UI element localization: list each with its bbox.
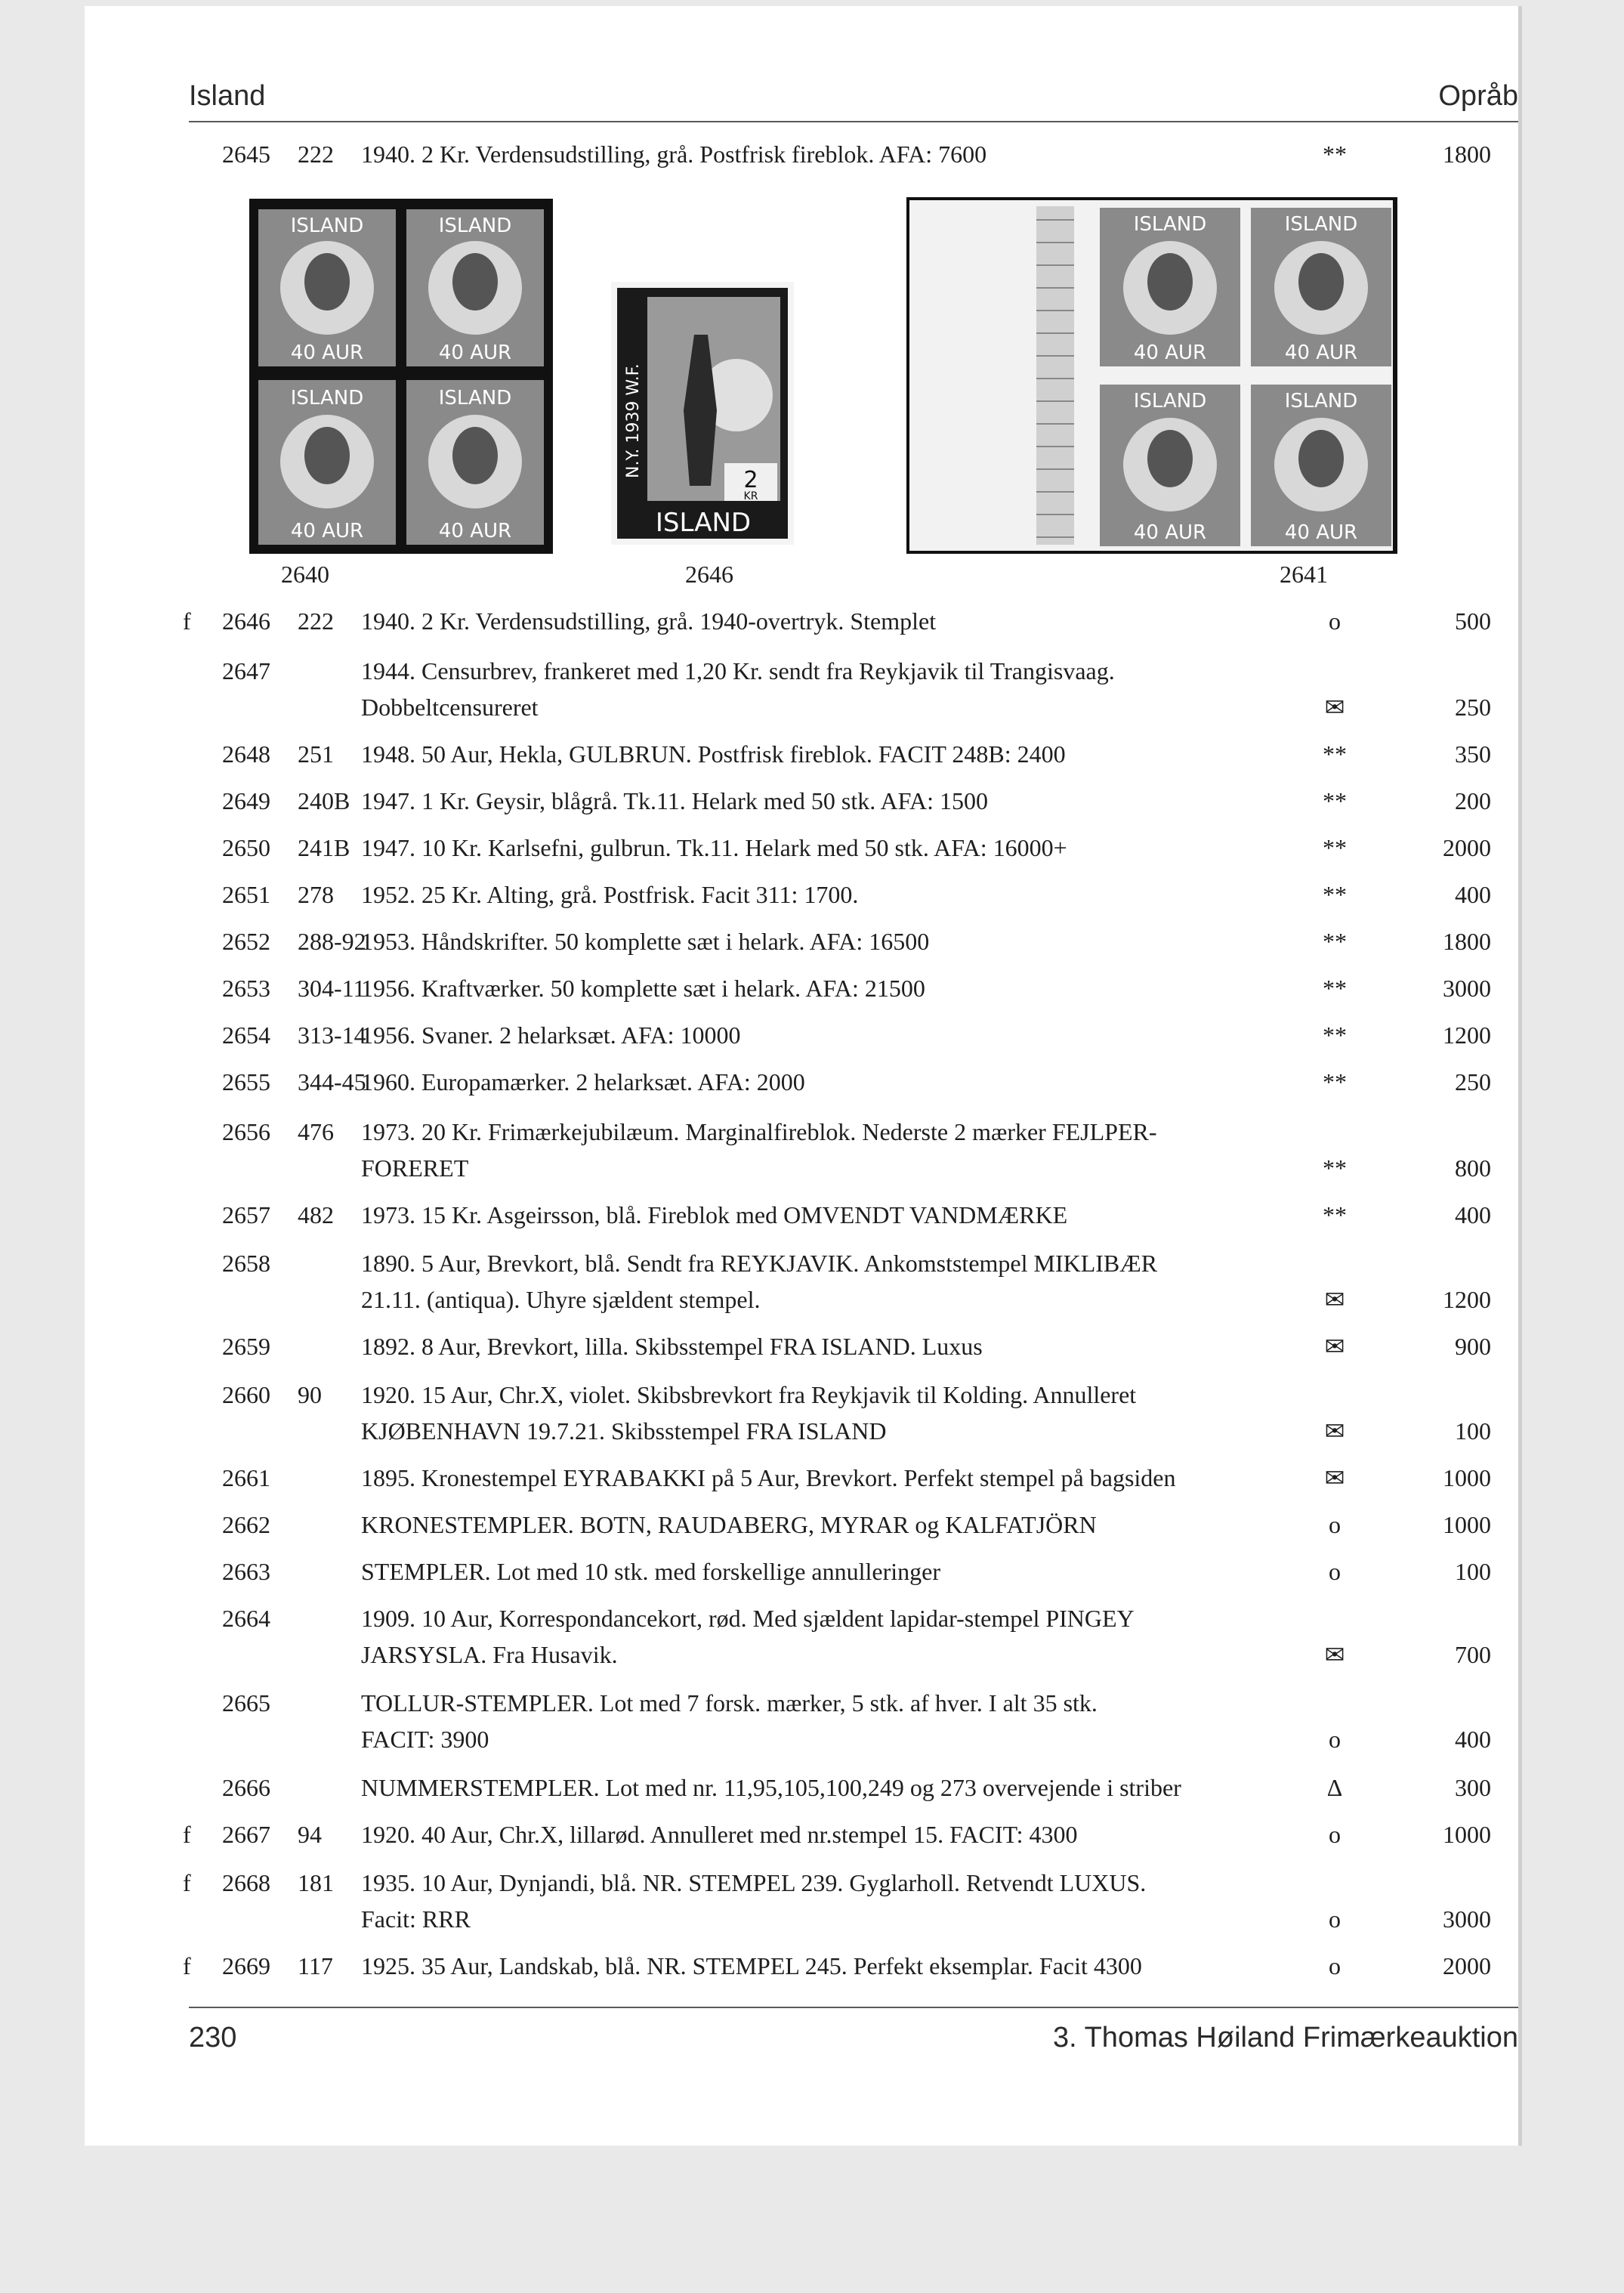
catalog-number: 304-11: [298, 975, 366, 1002]
estimate-price: 1000: [1443, 1464, 1491, 1491]
estimate-price: 2000: [1443, 1952, 1491, 1979]
lot-description-line2: FACIT: 3900: [361, 1726, 489, 1753]
lot-number: 2647: [222, 657, 270, 685]
estimate-price: 500: [1455, 607, 1491, 635]
estimate-price: 350: [1455, 740, 1491, 768]
svg-text:40 AUR: 40 AUR: [438, 520, 512, 542]
lot-number: 2662: [222, 1511, 270, 1538]
lot-description: 1953. Håndskrifter. 50 komplette sæt i helark. AFA: 16500: [361, 928, 930, 955]
svg-text:ISLAND: ISLAND: [655, 508, 752, 538]
figure-caption-2640: 2640: [281, 561, 329, 588]
svg-text:ISLAND: ISLAND: [290, 387, 364, 409]
svg-text:40 AUR: 40 AUR: [290, 341, 364, 364]
estimate-price: 1200: [1443, 1286, 1491, 1313]
footer-title: 3. Thomas Høiland Frimærkeauktion: [1053, 2022, 1518, 2054]
condition-mark: **: [1323, 1154, 1347, 1182]
svg-text:2: 2: [743, 467, 758, 493]
condition-mark: o: [1329, 1905, 1341, 1933]
estimate-price: 3000: [1443, 975, 1491, 1002]
estimate-price: 400: [1455, 1726, 1491, 1753]
svg-text:40 AUR: 40 AUR: [1133, 341, 1207, 364]
lot-description: 1935. 10 Aur, Dynjandi, blå. NR. STEMPEL 239. Gyglarholl. Retvendt LUXUS.: [361, 1869, 1147, 1896]
condition-mark: **: [1323, 1201, 1347, 1228]
lot-description: 1892. 8 Aur, Brevkort, lilla. Skibsstempel FRA ISLAND. Luxus: [361, 1333, 983, 1360]
estimate-price: 1000: [1443, 1511, 1491, 1538]
estimate-price: 1800: [1443, 141, 1491, 168]
lot-description: KRONESTEMPLER. BOTN, RAUDABERG, MYRAR og KALFATJÖRN: [361, 1511, 1097, 1538]
catalog-number: 288-92: [298, 928, 366, 955]
condition-mark: **: [1323, 881, 1347, 908]
lot-description: 1909. 10 Aur, Korrespondancekort, rød. Med sjældent lapidar-stempel PINGEY: [361, 1605, 1135, 1632]
svg-text:40 AUR: 40 AUR: [1133, 521, 1207, 544]
lot-description: NUMMERSTEMPLER. Lot med nr. 11,95,105,100,249 og 273 overvejende i striber: [361, 1774, 1181, 1801]
lot-description: 1944. Censurbrev, frankeret med 1,20 Kr. sendt fra Reykjavik til Trangisvaag.: [361, 657, 1115, 685]
lot-flag: f: [183, 1952, 191, 1979]
estimate-price: 300: [1455, 1774, 1491, 1801]
catalog-number: 222: [298, 141, 334, 168]
stamp-country-text: ISLAND: [290, 215, 364, 237]
lot-description-line2: FORERET: [361, 1154, 469, 1182]
lot-number: 2653: [222, 975, 270, 1002]
header-country: Island: [189, 80, 266, 112]
condition-mark: **: [1323, 975, 1347, 1002]
stamp-block-image-2641: [906, 197, 1397, 554]
catalog-number: 313-14: [298, 1021, 366, 1049]
condition-mark: **: [1323, 787, 1347, 814]
estimate-price: 1800: [1443, 928, 1491, 955]
lot-number: 2666: [222, 1774, 270, 1801]
lot-number: 2664: [222, 1605, 270, 1632]
cover-icon: ✉: [1324, 1286, 1345, 1313]
lot-number: 2668: [222, 1869, 270, 1896]
catalog-number: 181: [298, 1869, 334, 1896]
catalog-number: 241B: [298, 834, 350, 861]
condition-mark: o: [1329, 1511, 1341, 1538]
lot-description: TOLLUR-STEMPLER. Lot med 7 forsk. mærker, 5 stk. af hver. I alt 35 stk.: [361, 1689, 1098, 1717]
estimate-price: 800: [1455, 1154, 1491, 1182]
condition-mark: o: [1329, 1558, 1341, 1585]
lot-description: 1895. Kronestempel EYRABAKKI på 5 Aur, Brevkort. Perfekt stempel på bagsiden: [361, 1464, 1176, 1491]
estimate-price: 250: [1455, 1068, 1491, 1096]
lot-description: 1956. Svaner. 2 helarksæt. AFA: 10000: [361, 1021, 741, 1049]
page-number: 230: [189, 2022, 237, 2054]
condition-mark: **: [1323, 834, 1347, 861]
lot-description: 1947. 1 Kr. Geysir, blågrå. Tk.11. Helark med 50 stk. AFA: 1500: [361, 787, 989, 814]
estimate-price: 400: [1455, 881, 1491, 908]
lot-number: 2655: [222, 1068, 270, 1096]
estimate-price: 1200: [1443, 1021, 1491, 1049]
catalog-number: 278: [298, 881, 334, 908]
lot-description: STEMPLER. Lot med 10 stk. med forskellige annulleringer: [361, 1558, 940, 1585]
catalog-number: 251: [298, 740, 334, 768]
lot-description: 1940. 2 Kr. Verdensudstilling, grå. Postfrisk fireblok. AFA: 7600: [361, 141, 987, 168]
lot-number: 2650: [222, 834, 270, 861]
svg-text:KR: KR: [743, 490, 758, 502]
cover-icon: ✉: [1324, 1464, 1345, 1491]
lot-number: 2661: [222, 1464, 270, 1491]
svg-text:40 AUR: 40 AUR: [1284, 341, 1358, 364]
estimate-price: 700: [1455, 1641, 1491, 1668]
lot-description: 1973. 20 Kr. Frimærkejubilæum. Marginalfireblok. Nederste 2 mærker FEJLPER-: [361, 1118, 1157, 1145]
lot-description: 1890. 5 Aur, Brevkort, blå. Sendt fra REYKJAVIK. Ankomststempel MIKLIBÆR: [361, 1250, 1158, 1277]
lot-flag: f: [183, 1821, 191, 1848]
condition-mark: Δ: [1326, 1774, 1343, 1801]
estimate-price: 1000: [1443, 1821, 1491, 1848]
overprint-text: N.Y. 1939 W.F.: [624, 363, 643, 478]
lot-number: 2648: [222, 740, 270, 768]
stamp-image-2646: [611, 282, 794, 545]
svg-text:ISLAND: ISLAND: [1133, 390, 1207, 413]
lot-description-line2: Facit: RRR: [361, 1905, 471, 1933]
svg-text:ISLAND: ISLAND: [1133, 213, 1207, 236]
catalog-number: 117: [298, 1952, 333, 1979]
condition-mark: **: [1323, 740, 1347, 768]
svg-text:ISLAND: ISLAND: [438, 215, 512, 237]
lot-flag: f: [183, 1869, 191, 1896]
lot-description: 1956. Kraftværker. 50 komplette sæt i helark. AFA: 21500: [361, 975, 925, 1002]
lot-number: 2665: [222, 1689, 270, 1717]
lot-number: 2649: [222, 787, 270, 814]
catalog-number: 90: [298, 1381, 322, 1408]
catalog-page: [85, 6, 1522, 2146]
estimate-price: 900: [1455, 1333, 1491, 1360]
catalog-number: 222: [298, 607, 334, 635]
catalog-number: 94: [298, 1821, 322, 1848]
lot-description: 1947. 10 Kr. Karlsefni, gulbrun. Tk.11. Helark med 50 stk. AFA: 16000+: [361, 834, 1067, 861]
catalog-number: 482: [298, 1201, 334, 1228]
header-estimate: Opråb: [1438, 80, 1518, 112]
lot-number: 2669: [222, 1952, 270, 1979]
footer-rule: [189, 2007, 1518, 2008]
lot-description-line2: 21.11. (antiqua). Uhyre sjældent stempel.: [361, 1286, 761, 1313]
lot-number: 2652: [222, 928, 270, 955]
lot-description: 1973. 15 Kr. Asgeirsson, blå. Fireblok med OMVENDT VANDMÆRKE: [361, 1201, 1068, 1228]
condition-mark: **: [1323, 1068, 1347, 1096]
figure-caption-2646: 2646: [685, 561, 733, 588]
catalog-number: 476: [298, 1118, 334, 1145]
estimate-price: 3000: [1443, 1905, 1491, 1933]
estimate-price: 2000: [1443, 834, 1491, 861]
header-rule: [189, 121, 1518, 122]
lot-number: 2656: [222, 1118, 270, 1145]
cover-icon: ✉: [1324, 1417, 1345, 1445]
svg-text:ISLAND: ISLAND: [1284, 213, 1358, 236]
cover-icon: ✉: [1324, 1333, 1345, 1360]
svg-text:ISLAND: ISLAND: [1284, 390, 1358, 413]
lot-flag: f: [183, 607, 191, 635]
lot-number: 2658: [222, 1250, 270, 1277]
lot-number: 2645: [222, 141, 270, 168]
lot-number: 2660: [222, 1381, 270, 1408]
lot-number: 2646: [222, 607, 270, 635]
lot-number: 2667: [222, 1821, 270, 1848]
lot-number: 2651: [222, 881, 270, 908]
lot-description-line2: KJØBENHAVN 19.7.21. Skibsstempel FRA ISLAND: [361, 1417, 887, 1445]
lot-description: 1920. 40 Aur, Chr.X, lillarød. Annulleret med nr.stempel 15. FACIT: 4300: [361, 1821, 1078, 1848]
estimate-price: 400: [1455, 1201, 1491, 1228]
lot-description-line2: JARSYSLA. Fra Husavik.: [361, 1641, 618, 1668]
lot-number: 2657: [222, 1201, 270, 1228]
estimate-price: 100: [1455, 1558, 1491, 1585]
lot-number: 2659: [222, 1333, 270, 1360]
cover-icon: ✉: [1324, 694, 1345, 721]
lot-description: 1940. 2 Kr. Verdensudstilling, grå. 1940-overtryk. Stemplet: [361, 607, 937, 635]
condition-mark: o: [1329, 1821, 1341, 1848]
svg-text:40 AUR: 40 AUR: [438, 341, 512, 364]
svg-text:40 AUR: 40 AUR: [1284, 521, 1358, 544]
estimate-price: 200: [1455, 787, 1491, 814]
lot-description: 1952. 25 Kr. Alting, grå. Postfrisk. Facit 311: 1700.: [361, 881, 859, 908]
lot-number: 2654: [222, 1021, 270, 1049]
lot-description-line2: Dobbeltcensureret: [361, 694, 539, 721]
lot-description: 1920. 15 Aur, Chr.X, violet. Skibsbrevkort fra Reykjavik til Kolding. Annulleret: [361, 1381, 1137, 1408]
lot-number: 2663: [222, 1558, 270, 1585]
estimate-price: 250: [1455, 694, 1491, 721]
estimate-price: 100: [1455, 1417, 1491, 1445]
svg-text:40 AUR: 40 AUR: [290, 520, 364, 542]
condition-mark: **: [1323, 1021, 1347, 1049]
catalog-number: 344-45: [298, 1068, 366, 1096]
condition-mark: o: [1329, 1726, 1341, 1753]
stamp-block-image-2640: [249, 199, 553, 554]
condition-mark: o: [1329, 1952, 1341, 1979]
cover-icon: ✉: [1324, 1641, 1345, 1668]
condition-mark: **: [1323, 928, 1347, 955]
lot-description: 1948. 50 Aur, Hekla, GULBRUN. Postfrisk fireblok. FACIT 248B: 2400: [361, 740, 1066, 768]
condition-mark: o: [1329, 607, 1341, 635]
lot-description: 1960. Europamærker. 2 helarksæt. AFA: 2000: [361, 1068, 805, 1096]
catalog-number: 240B: [298, 787, 350, 814]
lot-description: 1925. 35 Aur, Landskab, blå. NR. STEMPEL 245. Perfekt eksemplar. Facit 4300: [361, 1952, 1142, 1979]
svg-text:ISLAND: ISLAND: [438, 387, 512, 409]
condition-mark: **: [1323, 141, 1347, 168]
figure-caption-2641: 2641: [1280, 561, 1328, 588]
